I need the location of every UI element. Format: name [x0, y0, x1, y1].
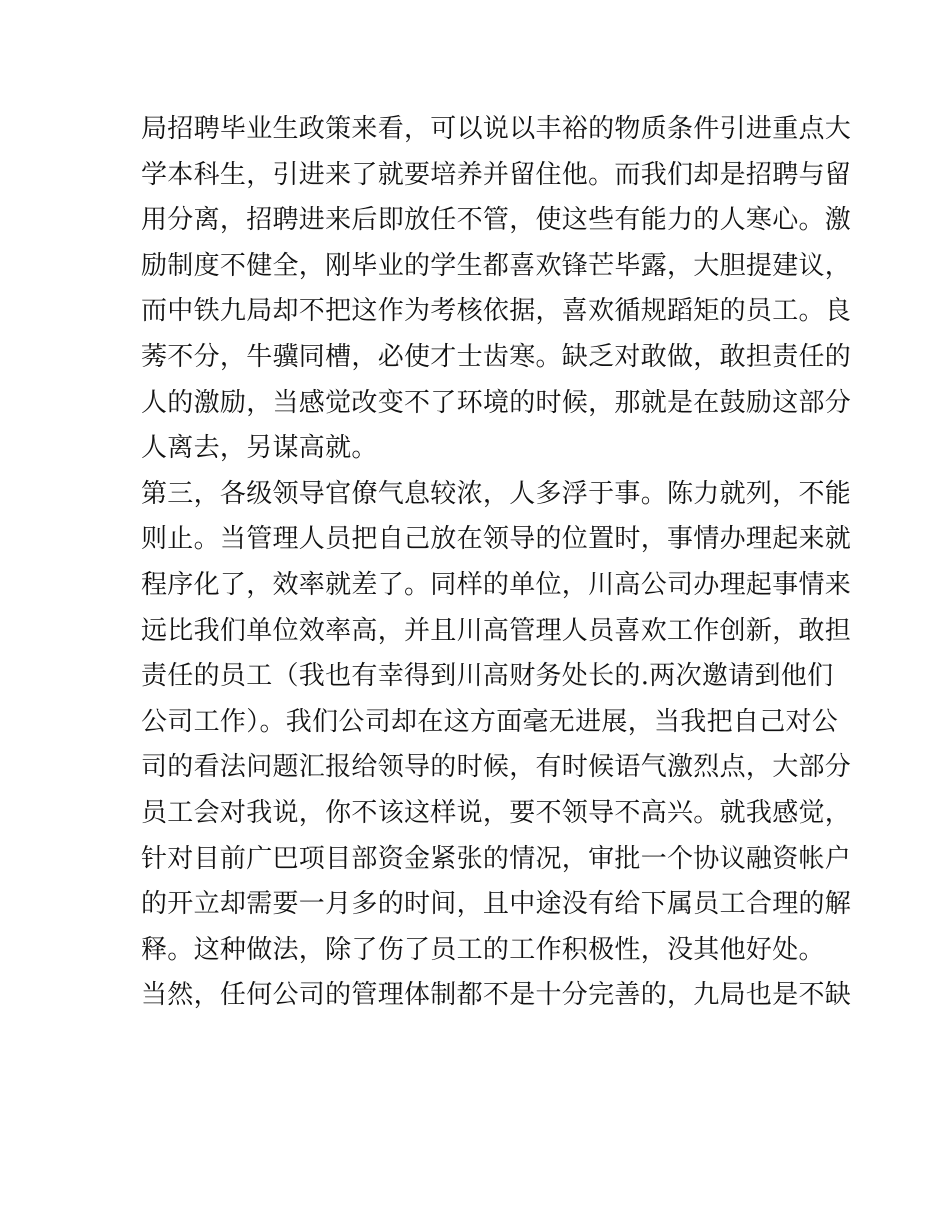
text-line: 第三，各级领导官僚气息较浓，人多浮于事。陈力就列，不能	[141, 478, 852, 509]
text-line: 人的激励，当感觉改变不了环境的时候，那就是在鼓励这部分	[141, 387, 852, 418]
body-text	[141, 107, 852, 1019]
text-line: 莠不分，牛骥同槽，必使才士齿寒。缺乏对敢做，敢担责任的	[141, 341, 852, 372]
text-line: 当然，任何公司的管理体制都不是十分完善的，九局也是不缺	[141, 980, 852, 1011]
text-line: 则止。当管理人员把自己放在领导的位置时，事情办理起来就	[141, 524, 852, 555]
text-line: 局招聘毕业生政策来看，可以说以丰裕的物质条件引进重点大	[141, 114, 852, 144]
text-line: 程序化了，效率就差了。同样的单位，川高公司办理起事情来	[141, 569, 852, 600]
text-line: 针对目前广巴项目部资金紧张的情况，审批一个协议融资帐户	[141, 843, 852, 874]
text-line: 责任的员工（我也有幸得到川高财务处长的.两次邀请到他们	[141, 661, 834, 692]
text-line: 励制度不健全，刚毕业的学生都喜欢锋芒毕露，大胆提建议，	[141, 250, 852, 281]
text-line: 而中铁九局却不把这作为考核依据，喜欢循规蹈矩的员工。良	[141, 296, 852, 327]
text-line: 人离去，另谋高就。	[141, 433, 378, 464]
text-line: 的开立却需要一月多的时间，且中途没有给下属员工合理的解	[141, 889, 852, 920]
text-line: 司的看法问题汇报给领导的时候，有时候语气激烈点，大部分	[141, 752, 852, 783]
text-line: 用分离，招聘进来后即放任不管，使这些有能力的人寒心。激	[141, 205, 852, 236]
text-line: 学本科生，引进来了就要培养并留住他。而我们却是招聘与留	[141, 159, 852, 190]
text-line: 远比我们单位效率高，并且川高管理人员喜欢工作创新，敢担	[141, 615, 852, 646]
text-line: 公司工作）。我们公司却在这方面毫无进展，当我把自己对公	[141, 706, 839, 737]
text-line: 释。这种做法，除了伤了员工的工作积极性，没其他好处。	[141, 934, 825, 965]
text-line: 员工会对我说，你不该这样说，要不领导不高兴。就我感觉，	[141, 797, 852, 828]
